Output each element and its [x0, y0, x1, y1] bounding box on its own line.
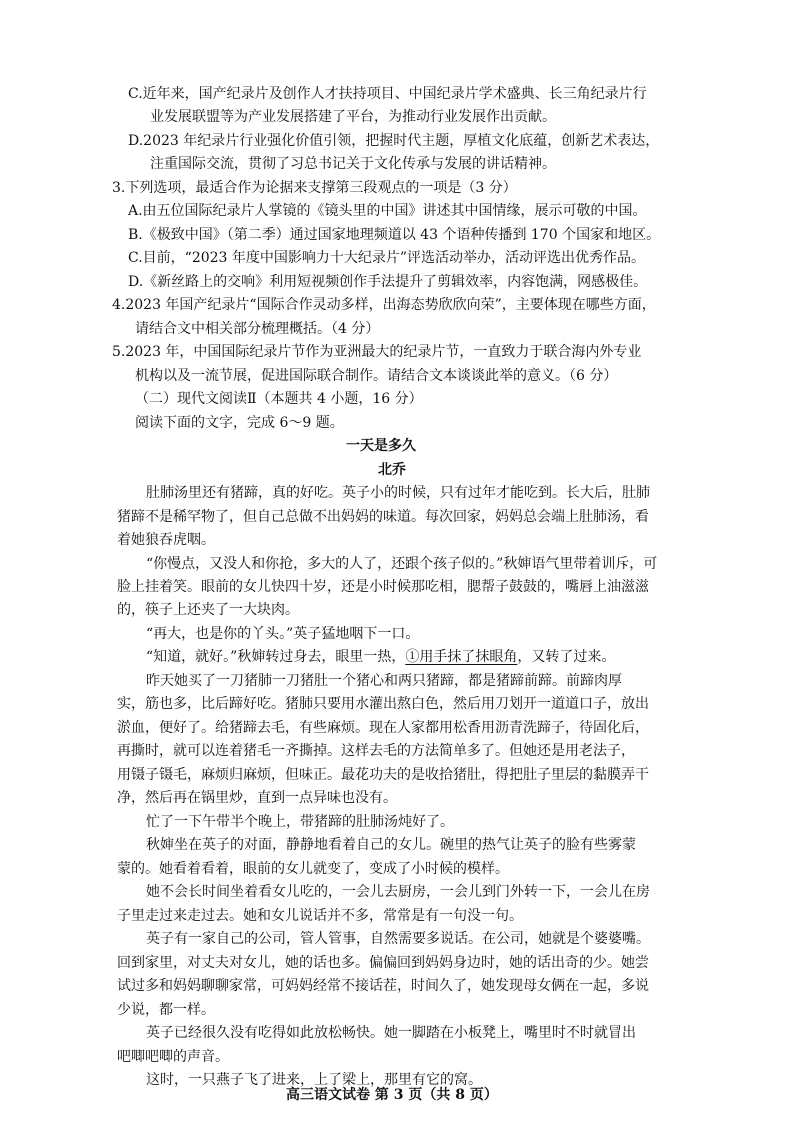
- article-title: 一天是多久: [346, 438, 416, 454]
- page-footer: 高三语文试卷 第 3 页（共 8 页）: [286, 1087, 498, 1103]
- article-paragraph-5-line-2: 实，筋也多，比后蹄好吃。猪肺只要用水灌出熬白色，然后用刀划开一道道口子，放出: [117, 696, 649, 712]
- question-5-line-1: 5.2023 年，中国国际纪录片节作为亚洲最大的纪录片节，一直致力于联合海内外专业: [112, 344, 642, 360]
- article-paragraph-3: “再大，也是你的丫头。”英子猛地咽下一口。: [146, 626, 420, 642]
- question-4-line-1: 4.2023 年国产纪录片“国际合作灵动多样，出海态势欣欣向荣”，主要体现在哪些方面，: [112, 297, 656, 313]
- article-paragraph-8-line-1: 她不会长时间坐着看女儿吃的，一会儿去厨房，一会儿到门外转一下，一会儿在房: [146, 884, 650, 900]
- section-2-instruction: 阅读下面的文字，完成 6～9 题。: [135, 415, 344, 431]
- article-paragraph-2-line-2: 脸上挂着笑。眼前的女儿快四十岁，还是小时候那吃相，腮帮子鼓鼓的，嘴唇上油滋滋: [117, 579, 649, 595]
- article-paragraph-5-line-4: 再撕时，就可以连着猪毛一齐撕掉。这样去毛的方法简单多了。但她还是用老法子，: [117, 743, 635, 759]
- article-paragraph-11: 这时，一只燕子飞了进来，上了梁上，那里有它的窝。: [146, 1072, 482, 1088]
- article-paragraph-5-line-5: 用镊子镊毛，麻烦归麻烦，但味正。最花功夫的是收拾猪肚，得把肚子里层的黏膜弄干: [117, 767, 649, 783]
- article-paragraph-5-line-1: 昨天她买了一刀猪肺一刀猪肚一个猪心和两只猪蹄，都是猪蹄前蹄。前蹄肉厚: [146, 673, 622, 689]
- question-3-option-d: D.《新丝路上的交响》利用短视频创作手法提升了剪辑效率，内容饱满，网感极佳。: [128, 274, 648, 290]
- article-paragraph-6: 忙了一下午带半个晚上，带猪蹄的肚肺汤炖好了。: [146, 814, 454, 830]
- question-4-line-2: 请结合文中相关部分梳理概括。（4 分）: [135, 321, 380, 337]
- article-paragraph-10-line-2: 吧唧吧唧的声音。: [117, 1049, 229, 1065]
- article-paragraph-2-line-1: “你慢点，又没人和你抢，多大的人了，还跟个孩子似的。”秋婶语气里带着训斥，可: [146, 556, 658, 572]
- article-paragraph-7-line-1: 秋婶坐在英子的对面，静静地看着自己的女儿。碗里的热气让英子的脸有些雾蒙: [146, 837, 636, 853]
- article-paragraph-4: [146, 647, 615, 667]
- article-paragraph-9-line-4: 少说，都一样。: [117, 1002, 215, 1018]
- article-paragraph-1-line-1: 肚肺汤里还有猪蹄，真的好吃。英子小的时候，只有过年才能吃到。长大后，肚肺: [146, 485, 650, 501]
- option-c-line-1: C.近年来，国产纪录片及创作人才扶持项目、中国纪录片学术盛典、长三角纪录片行: [128, 86, 647, 102]
- option-c-line-2: 业发展联盟等为产业发展搭建了平台，为推动行业发展作出贡献。: [150, 109, 556, 125]
- article-paragraph-8-line-2: 子里走过来走过去。她和女儿说话并不多，常常是有一句没一句。: [117, 908, 523, 924]
- article-paragraph-10-line-1: 英子已经很久没有吃得如此放松畅快。她一脚踏在小板凳上，嘴里时不时就冒出: [146, 1025, 636, 1041]
- question-3-option-a: A.由五位国际纪录片人掌镜的《镜头里的中国》讲述其中国情缘，展示可敬的中国。: [128, 203, 647, 219]
- option-d-line-1: D.2023 年纪录片行业强化价值引领，把握时代主题，厚植文化底蕴，创新艺术表达，: [128, 133, 660, 149]
- article-paragraph-1-line-3: 着她狼吞虎咽。: [117, 532, 215, 548]
- article-paragraph-2-line-3: 的，筷子上还夹了一大块肉。: [117, 602, 299, 618]
- article-paragraph-5-line-6: 净，然后再在锅里炒，直到一点异味也没有。: [117, 790, 397, 806]
- section-2-heading: （二）现代文阅读Ⅱ（本题共 4 小题，16 分）: [135, 391, 423, 407]
- article-paragraph-7-line-2: 蒙的。她看着看着，眼前的女儿就变了，变成了小时候的模样。: [117, 861, 509, 877]
- article-paragraph-9-line-1: 英子有一家自己的公司，管人管事，自然需要多说话。在公司，她就是个婆婆嘴。: [146, 931, 650, 947]
- question-3-option-c: C.目前，“2023 年度中国影响力十大纪录片”评选活动举办，活动评选出优秀作品。: [128, 250, 646, 266]
- question-5-line-2: 机构以及一流节展，促进国际联合制作。请结合文本谈谈此举的意义。（6 分）: [135, 368, 618, 384]
- paragraph-4-text-before: “知道，就好。”秋婶转过身去，眼里一热，: [146, 649, 406, 665]
- underlined-sentence-1: ①用手抹了抹眼角: [405, 649, 518, 665]
- article-author: 北乔: [378, 462, 406, 478]
- paragraph-4-text-after: ，又转了过来。: [517, 649, 616, 665]
- article-paragraph-9-line-3: 试过多和妈妈聊聊家常，可妈妈经常不接话茬，时间久了，她发现母女俩在一起，多说: [117, 978, 649, 994]
- option-d-line-2: 注重国际交流，贯彻了习总书记关于文化传承与发展的讲话精神。: [150, 156, 556, 172]
- article-paragraph-9-line-2: 回到家里，对丈夫对女儿，她的话也多。偏偏回到妈妈身边时，她的话出奇的少。她尝: [117, 955, 649, 971]
- article-paragraph-1-line-2: 猪蹄不是稀罕物了，但自己总做不出妈妈的味道。每次回家，妈妈总会端上肚肺汤，看: [117, 509, 649, 525]
- article-paragraph-5-line-3: 淤血，便好了。给猪蹄去毛，有些麻烦。现在人家都用松香用沥青洗蹄子，待固化后，: [117, 720, 649, 736]
- question-3-option-b: B.《极致中国》（第二季）通过国家地理频道以 43 个语种传播到 170 个国家和地区。: [128, 227, 661, 243]
- question-3-stem: 3.下列选项，最适合作为论据来支撑第三段观点的一项是（3 分）: [112, 180, 517, 196]
